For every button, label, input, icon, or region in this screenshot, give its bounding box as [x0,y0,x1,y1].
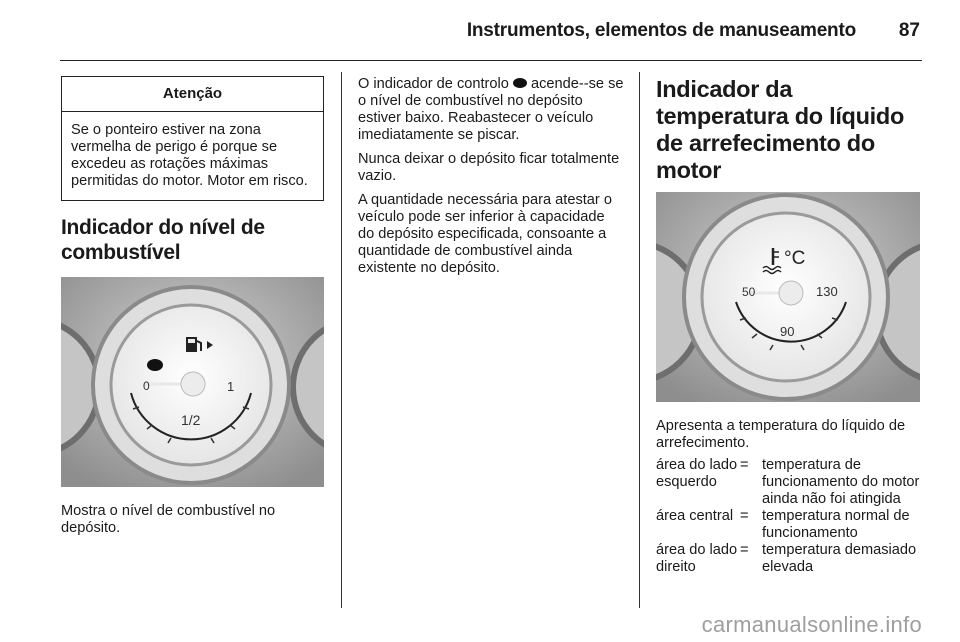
low-fuel-indicator-icon [147,359,163,371]
fuel-caption: Mostra o nível de combustível no depósito. [61,503,276,536]
low-fuel-indicator-icon [513,78,527,88]
column-divider [341,72,342,608]
fuel-heading: Indicador do nível de combustível [61,216,265,264]
warning-title: Atenção [62,77,323,112]
definition-equals: = [740,457,749,473]
definition-term: área central [656,508,734,524]
fuel-gauge-illustration [61,277,324,487]
definition-description: temperatura normal de funcionamento [762,508,910,541]
column-middle [358,72,624,277]
temp-gauge-illustration [656,192,920,402]
paragraph-never-empty: Nunca deixar o depósito ficar totalmente vazio. [358,151,620,184]
temp-label-low: 50 [742,285,756,299]
fuel-gauge-image [61,277,324,487]
definition-description: temperatura demasiado elevada [762,542,917,575]
paragraph-warning-light [358,76,624,144]
definition-list [656,457,920,576]
definition-row [656,457,920,508]
definition-row [656,542,920,576]
fuel-label-empty: 0 [143,379,150,393]
temp-label-high: 130 [816,284,838,299]
fuel-label-full: 1 [227,379,235,394]
definition-term: área do lado direito [656,542,738,575]
warning-text: Se o ponteiro estiver na zona vermelha de perigo é porque se excedeu as rotações máximas permitidas do motor. Motor em risco. [71,122,308,189]
temp-caption: Apresenta a temperatura do líquido de arrefecimento. [656,418,906,451]
temp-heading: Indicador da temperatura do líquido de arrefecimento do motor [656,76,904,183]
temp-label-mid: 90 [780,324,795,339]
definition-row [656,508,920,542]
definition-equals: = [740,508,749,524]
column-divider [639,72,640,608]
column-right [656,72,920,576]
watermark-text: carmanualsonline.info [701,612,922,637]
paragraph-warning-light-start: O indicador de controlo [358,76,509,92]
paragraph-fill-quantity: A quantidade necessária para atestar o veículo pode ser inferior à capacidade do depósito especificada, consoante a quantidade de combustível ainda existente no depósito. [358,192,612,276]
page-number: 87 [898,20,920,41]
paragraph-warning-light-end: acende--se se o nível de combustível no depósito estiver baixo. Reabastecer o veículo imediatamente se piscar. [358,76,624,143]
page-header [60,18,922,61]
page-title: Instrumentos, elementos de manuseamento [466,20,856,41]
column-left [61,72,324,537]
definition-description: temperatura de funcionamento do motor ainda não foi atingida [762,457,920,507]
definition-term: área do lado esquerdo [656,457,738,490]
fuel-label-half: 1/2 [181,412,201,428]
warning-box [61,76,324,201]
definition-equals: = [740,542,749,558]
temp-unit-label: °C [784,248,806,269]
temp-gauge-image [656,192,920,402]
